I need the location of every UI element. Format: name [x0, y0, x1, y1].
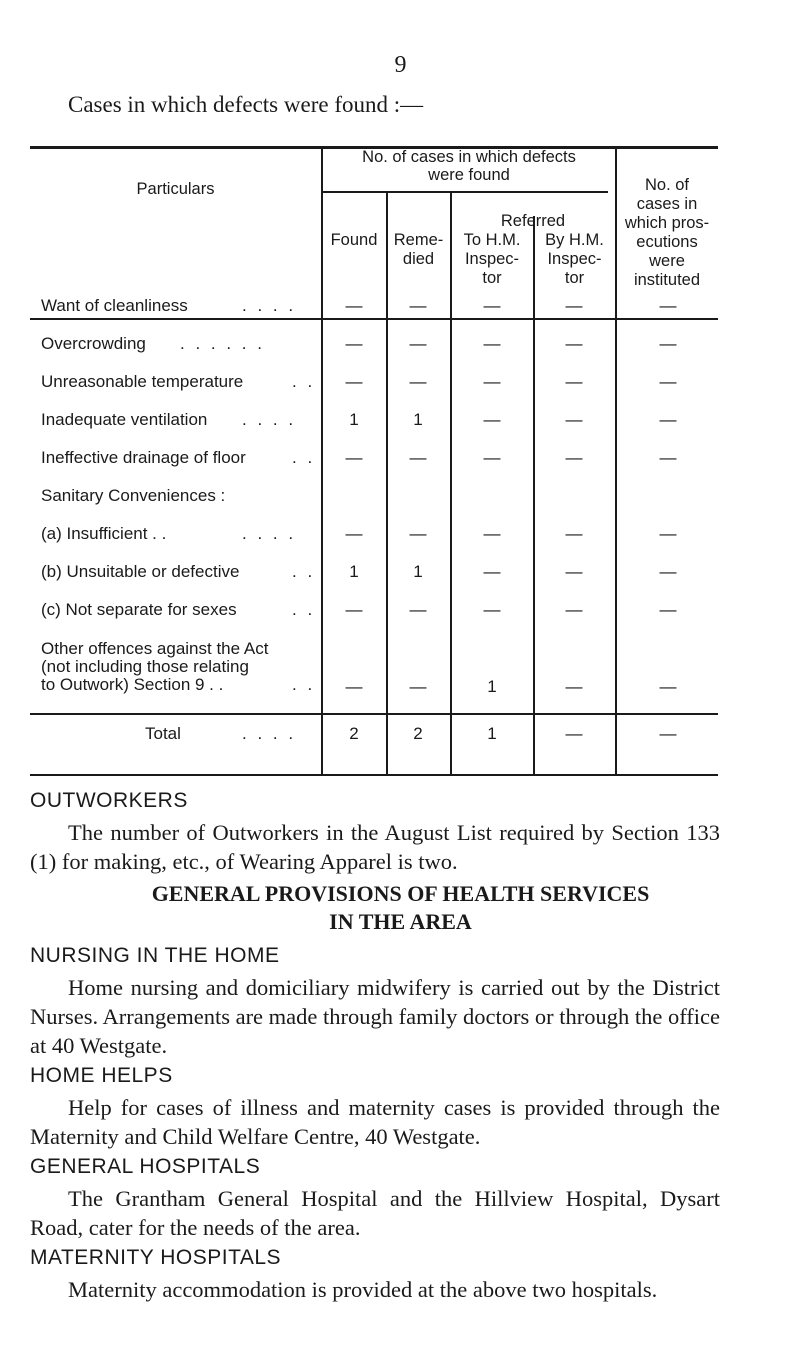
home-helps-text: Help for cases of illness and maternity cases is provided through the Maternity and Child Welfare Centre, 40 Westgate.	[30, 1095, 720, 1149]
general-hospitals-heading: GENERAL HOSPITALS	[30, 1155, 261, 1178]
cell-prosecutions: —	[659, 524, 677, 543]
cell-by-inspector: —	[565, 562, 583, 581]
cell-prosecutions: —	[659, 448, 677, 467]
header-found: Found	[330, 231, 378, 249]
cell-prosecutions: —	[659, 410, 677, 429]
total-found: 2	[349, 724, 359, 743]
outworkers-text: The number of Outworkers in the August List required by Section 133 (1) for making, etc., of Wearing Apparel is two.	[30, 820, 720, 874]
cell-to-inspector: —	[483, 524, 501, 543]
cell-remedied: —	[409, 600, 427, 619]
general-provisions-heading: GENERAL PROVISIONS OF HEALTH SERVICES	[151, 881, 650, 906]
cell-remedied: —	[409, 677, 427, 696]
cell-to-inspector: 1	[487, 677, 497, 696]
header-pros-3: which pros-	[624, 214, 710, 232]
header-to-2: Inspec-	[464, 250, 520, 268]
row-label-line2: (not including those relating	[41, 657, 249, 676]
cell-to-inspector: —	[483, 600, 501, 619]
cell-prosecutions: —	[659, 334, 677, 353]
header-pros-4: ecutions	[636, 233, 698, 251]
general-provisions-heading-2: IN THE AREA	[329, 909, 472, 934]
cell-by-inspector: —	[565, 524, 583, 543]
header-pros-2: cases in	[636, 195, 698, 213]
row-label: Ineffective drainage of floor	[41, 448, 246, 467]
header-pros-1: No. of	[644, 176, 690, 194]
row-label: (c) Not separate for sexes	[41, 600, 237, 619]
leader-dots: . . . .	[242, 410, 297, 429]
cell-by-inspector: —	[565, 372, 583, 391]
cell-prosecutions: —	[659, 562, 677, 581]
page-number: 9	[394, 52, 407, 78]
cell-remedied: —	[409, 334, 427, 353]
cell-found: —	[345, 448, 363, 467]
cell-prosecutions: —	[659, 372, 677, 391]
total-to-inspector: 1	[487, 724, 497, 743]
cell-prosecutions: —	[659, 677, 677, 696]
cell-to-inspector: —	[483, 562, 501, 581]
header-remedied-1: Reme-	[393, 231, 444, 249]
nursing-heading: NURSING IN THE HOME	[30, 944, 280, 967]
cell-by-inspector: —	[565, 296, 583, 315]
cell-by-inspector: —	[565, 410, 583, 429]
leader-dots: . . . . . .	[180, 334, 265, 353]
row-label: Inadequate ventilation	[41, 410, 208, 429]
cell-remedied: —	[409, 448, 427, 467]
total-prosecutions: —	[659, 724, 677, 743]
total-by-inspector: —	[565, 724, 583, 743]
leader-dots: . .	[292, 675, 316, 694]
header-by-2: Inspec-	[547, 250, 602, 268]
row-label: (a) Insufficient . .	[41, 524, 167, 543]
cell-prosecutions: —	[659, 600, 677, 619]
cell-by-inspector: —	[565, 677, 583, 696]
maternity-hospitals-text: Maternity accommodation is provided at the above two hospitals.	[68, 1277, 658, 1302]
leader-dots: . .	[292, 448, 316, 467]
cell-to-inspector: —	[483, 296, 501, 315]
cell-remedied: —	[409, 524, 427, 543]
cell-to-inspector: —	[483, 372, 501, 391]
cell-found: —	[345, 524, 363, 543]
cell-found: 1	[349, 410, 359, 429]
row-label-line3: to Outwork) Section 9 . .	[41, 675, 224, 694]
row-label: Overcrowding	[41, 334, 146, 353]
header-by-3: tor	[564, 269, 585, 287]
header-group-line1: No. of cases in which defects	[362, 148, 576, 166]
col-rule	[533, 216, 535, 776]
leader-dots: . .	[292, 600, 316, 619]
header-referred: Referred	[500, 212, 566, 230]
header-pros-6: instituted	[633, 271, 701, 289]
leader-dots: . . . .	[242, 296, 297, 315]
nursing-text: Home nursing and domiciliary midwifery is carried out by the District Nurses. Arrangements are made through family doctors or through the office at 40 Westgate.	[30, 975, 721, 1058]
header-by-1: By H.M.	[545, 231, 604, 249]
cell-by-inspector: —	[565, 448, 583, 467]
cell-found: —	[345, 296, 363, 315]
row-label: Unreasonable temperature	[41, 372, 244, 391]
header-remedied-2: died	[402, 250, 435, 268]
intro-text: Cases in which defects were found :—	[68, 92, 424, 117]
cell-to-inspector: —	[483, 448, 501, 467]
header-pros-5: were	[649, 252, 685, 270]
group-rule	[322, 191, 608, 193]
cell-remedied: —	[409, 296, 427, 315]
defects-table	[30, 146, 718, 776]
maternity-hospitals-heading: MATERNITY HOSPITALS	[30, 1246, 282, 1269]
leader-dots: . . . .	[242, 524, 297, 543]
leader-dots: . .	[292, 372, 316, 391]
home-helps-heading: HOME HELPS	[30, 1064, 173, 1087]
cell-found: —	[345, 334, 363, 353]
leader-dots: . .	[292, 562, 316, 581]
cell-to-inspector: —	[483, 334, 501, 353]
cell-prosecutions: —	[659, 296, 677, 315]
leader-dots: . . . .	[242, 724, 297, 743]
outworkers-heading: OUTWORKERS	[30, 789, 188, 812]
cell-found: 1	[349, 562, 359, 581]
cell-remedied: 1	[413, 410, 423, 429]
header-group-line2: were found	[428, 166, 510, 184]
cell-remedied: 1	[413, 562, 423, 581]
row-label: (b) Unsuitable or defective	[41, 562, 240, 581]
cell-to-inspector: —	[483, 410, 501, 429]
total-remedied: 2	[413, 724, 423, 743]
row-label: Sanitary Conveniences :	[41, 486, 226, 505]
cell-found: —	[345, 677, 363, 696]
total-label: Total	[145, 724, 181, 743]
header-to-3: tor	[482, 269, 502, 287]
header-to-1: To H.M.	[463, 231, 521, 249]
header-particulars: Particulars	[136, 180, 215, 198]
row-label-line1: Other offences against the Act	[41, 639, 269, 658]
cell-remedied: —	[409, 372, 427, 391]
cell-found: —	[345, 600, 363, 619]
general-hospitals-text: The Grantham General Hospital and the Hillview Hospital, Dysart Road, cater for the needs of the area.	[30, 1186, 720, 1240]
row-label: Want of cleanliness	[41, 296, 188, 315]
cell-by-inspector: —	[565, 600, 583, 619]
cell-by-inspector: —	[565, 334, 583, 353]
cell-found: —	[345, 372, 363, 391]
